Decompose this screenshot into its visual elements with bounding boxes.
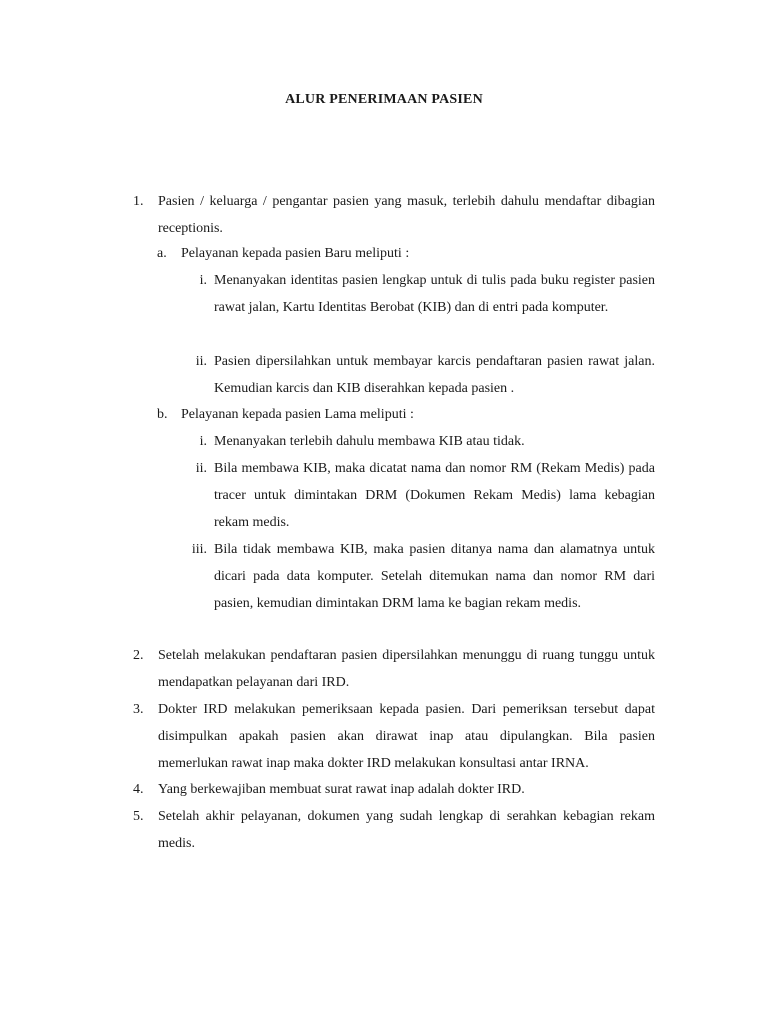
sublist-item-a — [157, 240, 656, 267]
sublist-item-text: Pelayanan kepada pasien Baru meliputi : — [181, 246, 410, 261]
document-title: ALUR PENERIMAAN PASIEN — [285, 92, 483, 107]
sublist-marker: a. — [157, 246, 167, 261]
subsub-marker: i. — [199, 273, 207, 288]
list-item-text: Yang berkewajiban membuat surat rawat inap adalah dokter IRD. — [158, 782, 525, 797]
list-item-5 — [133, 803, 656, 857]
subsub-item-a-i — [185, 267, 656, 348]
list-item-4 — [133, 776, 656, 803]
list-item-text: Pasien / keluarga / pengantar pasien yang masuk, terlebih dahulu mendaftar dibagian receptionis. — [158, 194, 655, 236]
subsub-item-b-ii — [185, 455, 656, 536]
sublist-marker: b. — [157, 407, 168, 422]
subsub-item-text: Menanyakan terlebih dahulu membawa KIB atau tidak. — [214, 434, 525, 449]
list-marker: 2. — [133, 648, 144, 663]
subsub-item-b-iii — [185, 536, 656, 644]
subsub-item-b-i — [185, 428, 656, 455]
list-item-text: Dokter IRD melakukan pemeriksaan kepada pasien. Dari pemeriksan tersebut dapat disimpulkan apakah pasien akan dirawat inap atau dipulangkan. Bila pasien memerlukan rawat inap maka dokter IRD melakukan konsultasi antar IRNA. — [158, 702, 655, 771]
list-marker: 1. — [133, 194, 144, 209]
sublist-item-text: Pelayanan kepada pasien Lama meliputi : — [181, 407, 414, 422]
list-item-1 — [133, 188, 656, 242]
list-item-2 — [133, 642, 656, 696]
list-marker: 4. — [133, 782, 144, 797]
list-item-text: Setelah akhir pelayanan, dokumen yang sudah lengkap di serahkan kebagian rekam medis. — [158, 809, 655, 851]
subsub-marker: iii. — [191, 542, 207, 557]
subsub-item-text: Menanyakan identitas pasien lengkap untuk di tulis pada buku register pasien rawat jalan, Kartu Identitas Berobat (KIB) dan di entri pada komputer. — [214, 273, 655, 315]
list-marker: 5. — [133, 809, 144, 824]
list-item-3 — [133, 696, 656, 777]
subsub-item-a-ii — [185, 348, 656, 402]
subsub-marker: ii. — [195, 461, 207, 476]
subsub-marker: ii. — [195, 354, 207, 369]
subsub-item-text: Bila tidak membawa KIB, maka pasien ditanya nama dan alamatnya untuk dicari pada data komputer. Setelah ditemukan nama dan nomor RM dari pasien, kemudian dimintakan DRM lama ke bagian rekam medis. — [214, 542, 655, 611]
sublist-item-b — [157, 401, 656, 428]
subsub-item-text: Pasien dipersilahkan untuk membayar karcis pendaftaran pasien rawat jalan. Kemudian karcis dan KIB diserahkan kepada pasien . — [214, 354, 655, 396]
list-marker: 3. — [133, 702, 144, 717]
subsub-item-text: Bila membawa KIB, maka dicatat nama dan nomor RM (Rekam Medis) pada tracer untuk dimintakan DRM (Dokumen Rekam Medis) lama kebagian rekam medis. — [214, 461, 655, 530]
list-item-text: Setelah melakukan pendaftaran pasien dipersilahkan menunggu di ruang tunggu untuk mendapatkan pelayanan dari IRD. — [158, 648, 655, 690]
subsub-marker: i. — [199, 434, 207, 449]
